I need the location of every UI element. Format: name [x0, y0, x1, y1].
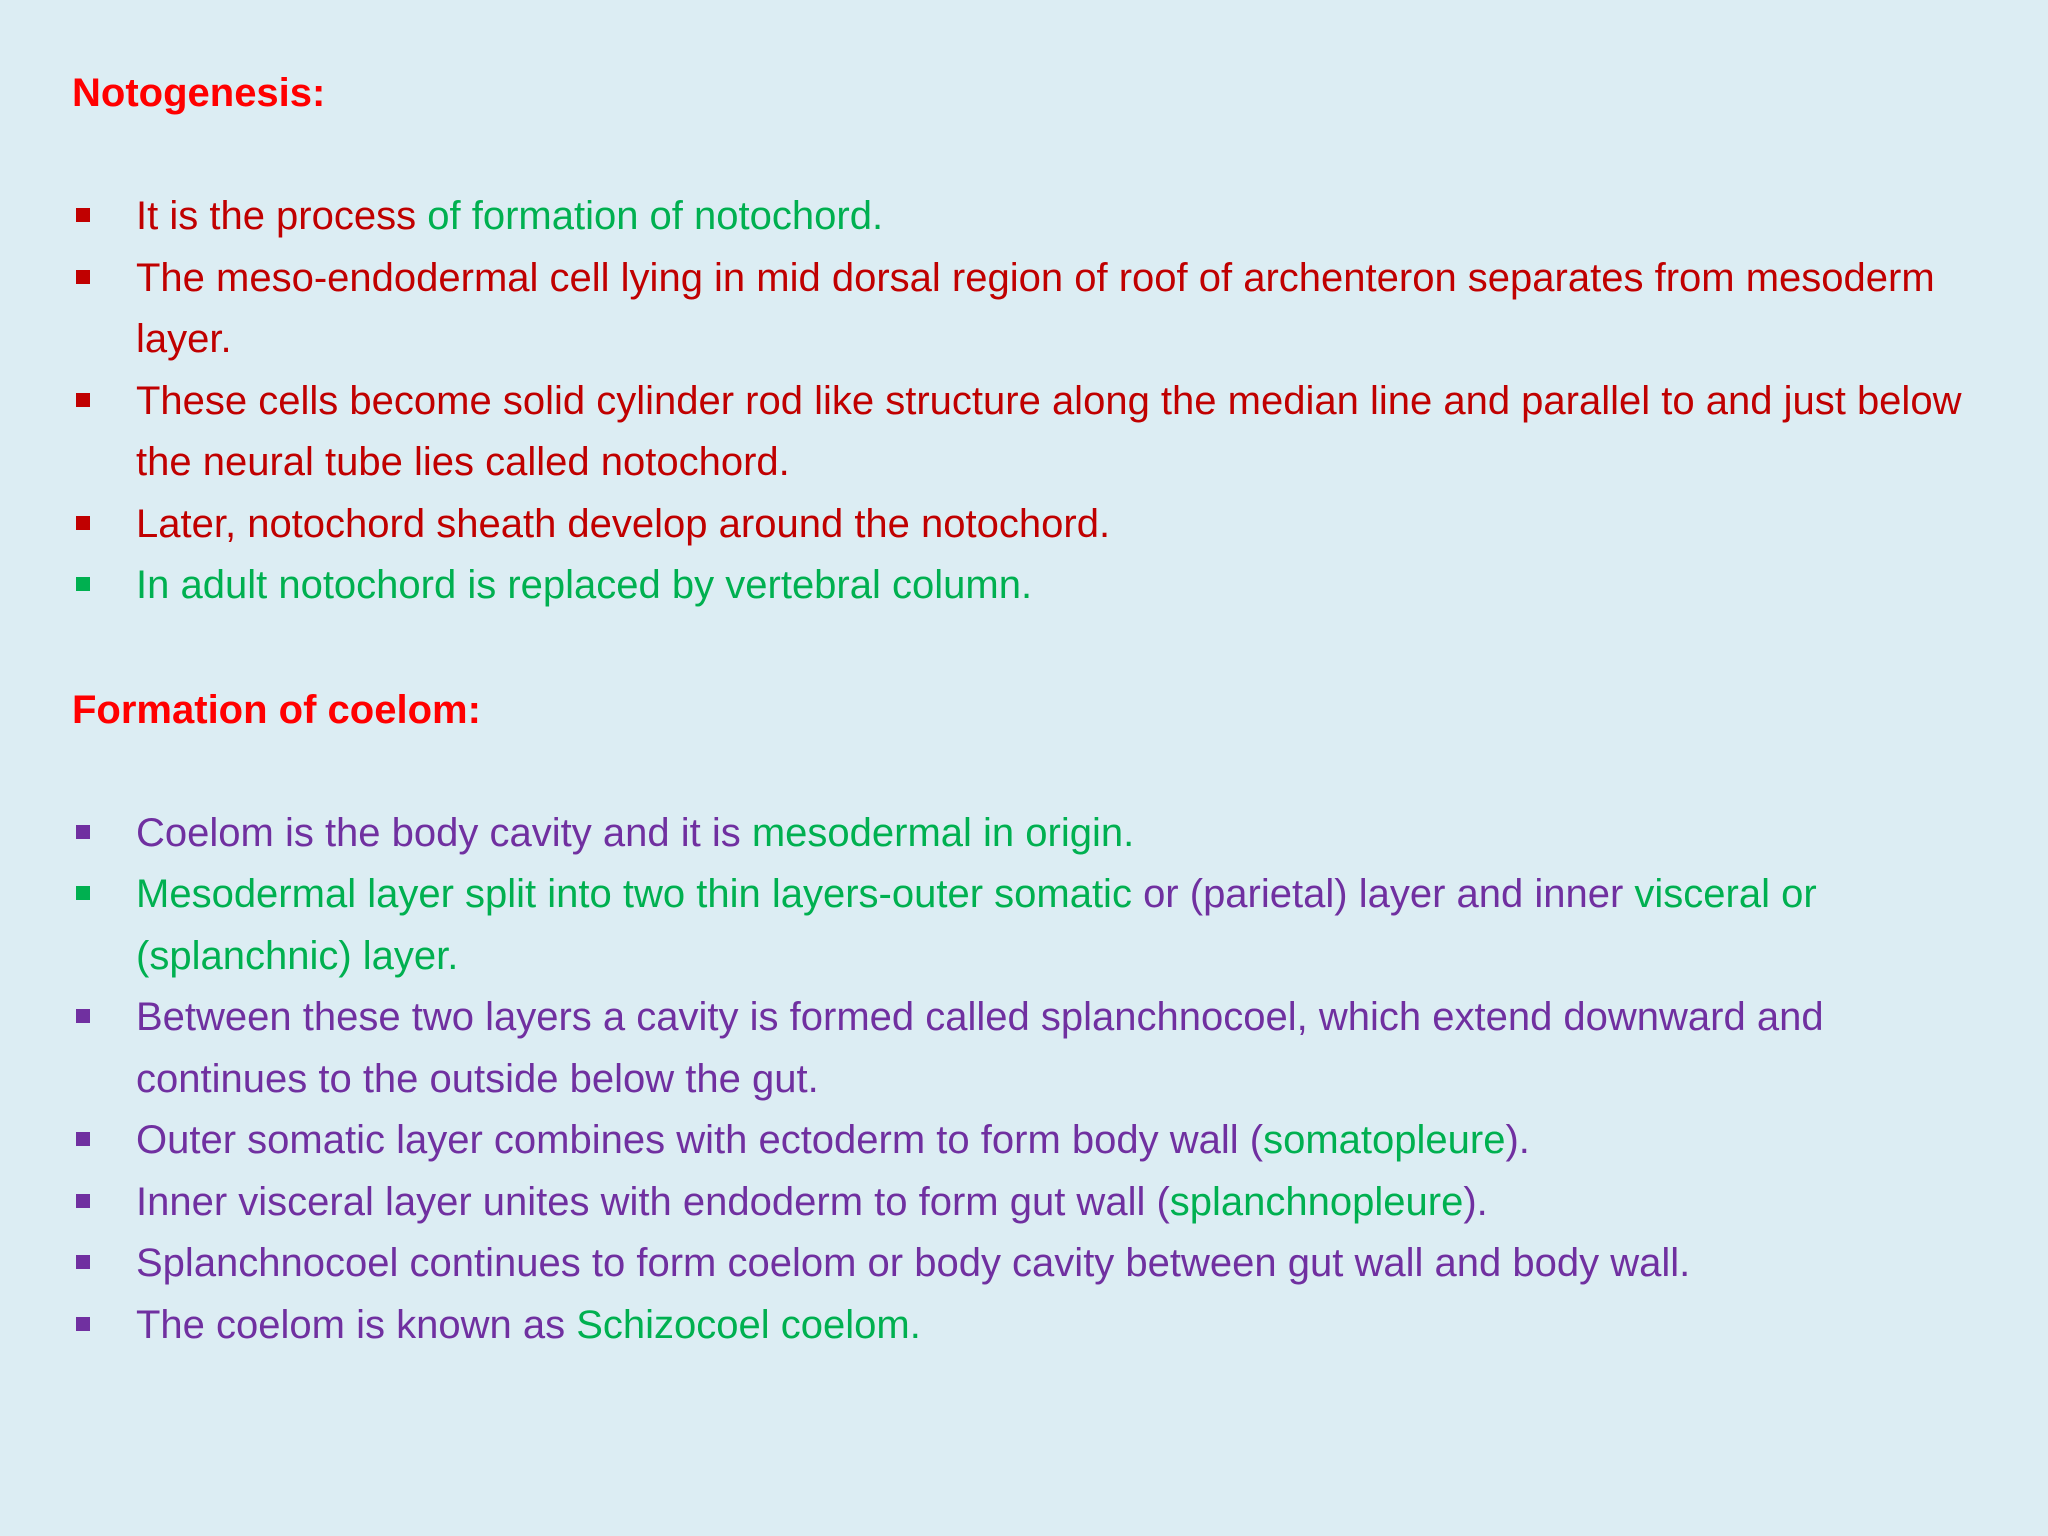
bullet-item — [72, 248, 1986, 371]
square-bullet-icon — [76, 1009, 90, 1023]
bullet-text-segment: mesodermal in origin. — [751, 810, 1135, 855]
square-bullet-icon — [76, 393, 90, 407]
square-bullet-icon — [76, 516, 90, 530]
coelom-list — [72, 803, 1988, 1357]
bullet-text-segment: Schizocoel coelom. — [576, 1302, 921, 1347]
bullet-text-segment: visceral or (splanchnic) layer. — [136, 872, 1817, 978]
bullet-text-segment: Later, notochord sheath develop around the notochord. — [136, 501, 1111, 546]
bullet-text-segment: or (parietal) layer and inner — [1143, 872, 1635, 916]
bullet-item — [72, 494, 1986, 556]
bullet-text-segment: ). — [1505, 1118, 1530, 1162]
square-bullet-icon — [76, 577, 90, 591]
bullet-text-segment: In adult notochord is replaced by vertebral column. — [136, 563, 1033, 607]
bullet-item — [72, 555, 1986, 617]
bullet-item — [72, 1172, 1986, 1234]
bullet-text-segment: Splanchnocoel continues to form coelom or body cavity between gut wall and body wall. — [136, 1241, 1691, 1285]
bullet-item — [72, 803, 1986, 865]
square-bullet-icon — [76, 270, 90, 284]
bullet-text-segment: Inner visceral layer unites with endoderm to form gut wall ( — [136, 1179, 1170, 1224]
bullet-text-segment: ). — [1463, 1179, 1488, 1224]
coelom-heading: Formation of coelom: — [72, 687, 481, 732]
bullet-text-segment: somatopleure — [1263, 1118, 1506, 1162]
bullet-item — [72, 1295, 1986, 1357]
square-bullet-icon — [76, 1255, 90, 1269]
notogenesis-list — [72, 186, 1988, 617]
square-bullet-icon — [76, 1317, 90, 1331]
bullet-text-segment: of formation of notochord. — [427, 194, 884, 238]
square-bullet-icon — [76, 1194, 90, 1208]
square-bullet-icon — [76, 886, 90, 900]
bullet-text-segment: These cells become solid cylinder rod like structure along the median line and parallel to and just below the neural tube lies called notochord. — [136, 378, 1962, 484]
notogenesis-heading: Notogenesis: — [72, 71, 326, 115]
bullet-text-segment: It is the process — [136, 194, 428, 238]
bullet-item — [72, 371, 1986, 494]
bullet-text-segment: Outer somatic layer combines with ectoderm to form body wall ( — [136, 1118, 1264, 1162]
square-bullet-icon — [76, 825, 90, 839]
bullet-text-segment: Between these two layers a cavity is formed called splanchnocoel, which extend downward and continues to the outside below the gut. — [136, 995, 1824, 1101]
bullet-text-segment: Coelom is the body cavity and it is — [136, 810, 752, 855]
bullet-item — [72, 186, 1986, 248]
bullet-item — [72, 1233, 1986, 1295]
bullet-item — [72, 987, 1986, 1110]
bullet-text-segment: Mesodermal layer split into two thin layers-outer somatic — [136, 872, 1144, 916]
bullet-text-segment: splanchnopleure — [1169, 1179, 1464, 1224]
bullet-text-segment: The meso-endodermal cell lying in mid dorsal region of roof of archenteron separates from mesoderm layer. — [136, 255, 1935, 361]
bullet-item — [72, 1110, 1986, 1172]
bullet-item — [72, 864, 1986, 987]
square-bullet-icon — [76, 208, 90, 222]
bullet-text-segment: The coelom is known as — [136, 1302, 577, 1347]
square-bullet-icon — [76, 1132, 90, 1146]
